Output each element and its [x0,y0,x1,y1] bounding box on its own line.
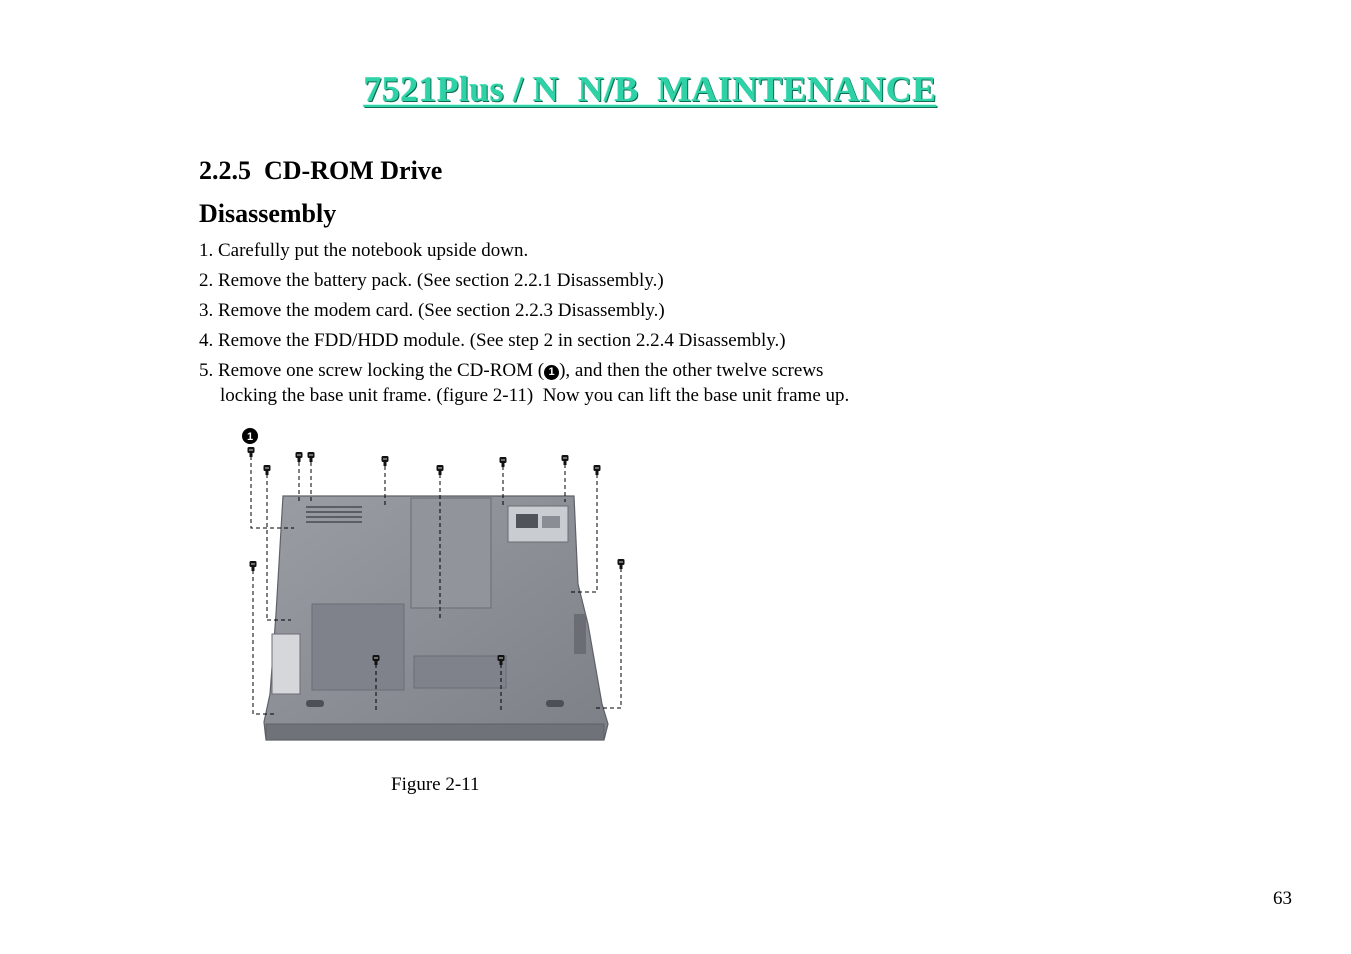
base-unit-illustration [236,424,636,749]
page-title: 7521Plus / N N/B MAINTENANCE [363,69,937,109]
subsection-heading: Disassembly [199,199,337,228]
screw-icon [500,457,507,467]
base-unit-frame [264,496,608,740]
step-item: 1. Carefully put the notebook upside down. [199,240,529,261]
screw-icon [618,559,625,569]
section-heading: 2.2.5 CD-ROM Drive [199,156,443,185]
screw-icon [382,456,389,466]
step-item: 4. Remove the FDD/HDD module. (See step 2 in section 2.2.4 Disassembly.) [199,330,786,351]
step-5-text-before: 5. Remove one screw locking the CD-ROM ( [199,360,545,381]
callout-marker-icon: 1 [544,365,559,380]
screw-icon [248,447,255,457]
figure-caption: Figure 2-11 [391,774,480,795]
screw-icon [296,452,303,462]
figure-base-unit [236,424,636,749]
callout-number-1 [242,428,258,444]
screw-icon [308,452,315,462]
screw-icon [264,465,271,475]
step-item [199,358,849,383]
screw-icon [562,455,569,465]
step-item: 3. Remove the modem card. (See section 2.2.3 Disassembly.) [199,300,665,321]
screw-icon [250,561,257,571]
callout-number-text: 1 [246,431,254,443]
page-number: 63 [1273,888,1292,909]
screw-icon [594,465,601,475]
step-5-text-after: ), and then the other twelve screws [559,360,824,381]
step-5-continuation: locking the base unit frame. (figure 2-11) Now you can lift the base unit frame up. [220,385,850,406]
screw-icon [437,465,444,475]
step-item: 2. Remove the battery pack. (See section 2.2.1 Disassembly.) [199,270,664,291]
steps-list [199,238,849,413]
